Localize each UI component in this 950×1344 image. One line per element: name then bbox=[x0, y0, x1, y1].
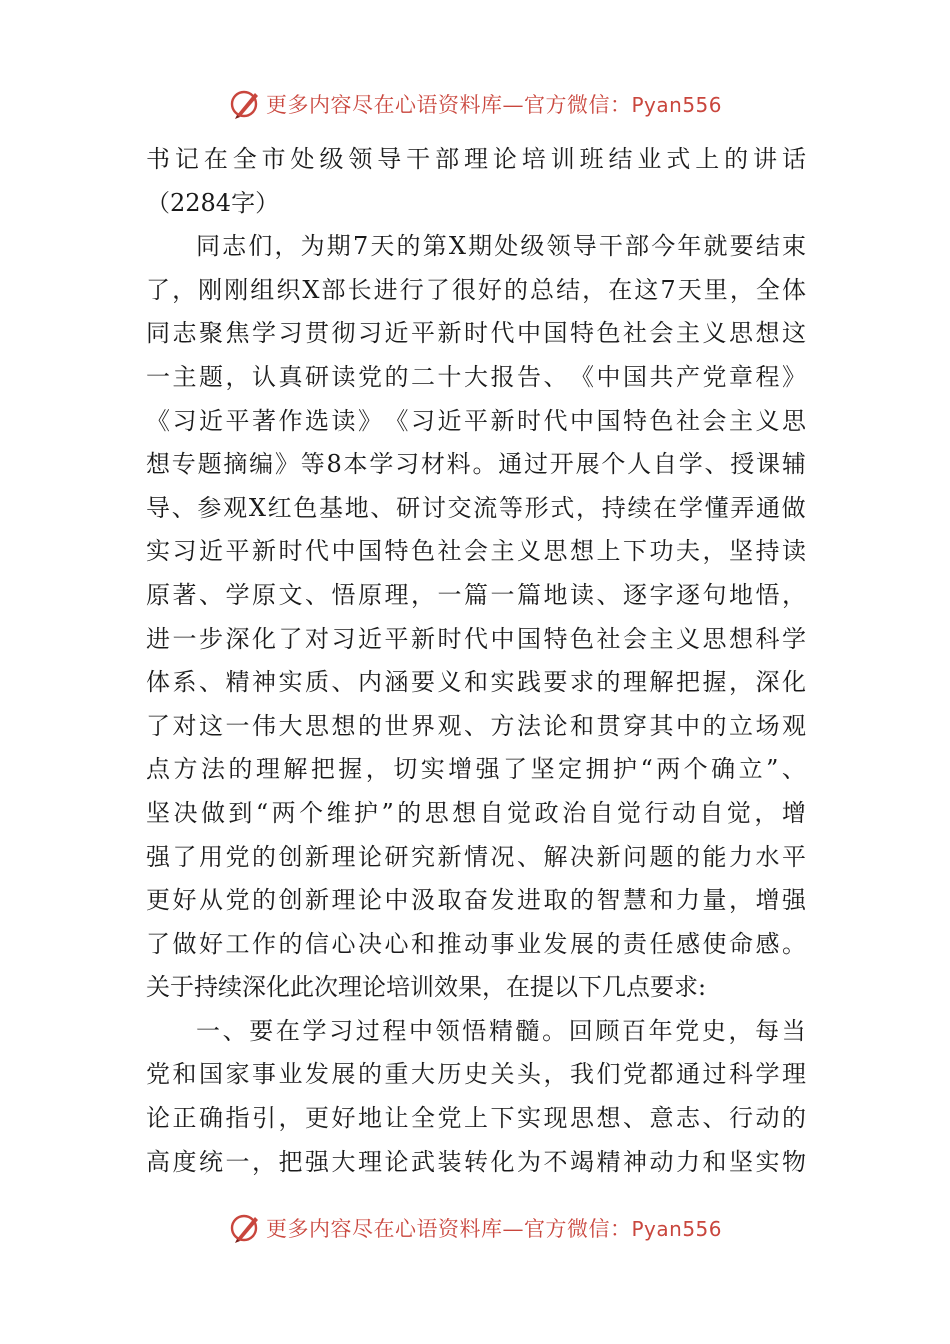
text-line: 了 ， 刚 刚 组 织 X 部 长 进 行 了 很 好 的 总 结 ， 在 这 7 天 里 ， 全 体 bbox=[146, 275, 806, 304]
document-body bbox=[146, 138, 806, 1184]
text-line: 实 习 近 平 新 时 代 中 国 特 色 社 会 主 义 思 想 上 下 功 夫 ， 坚 持 读 bbox=[146, 537, 806, 566]
text-line: 体 系 、 精 神 实 质 、 内 涵 要 义 和 实 践 要 求 的 理 解 把 握 ， 深 化 bbox=[146, 668, 806, 697]
text-line: 论 正 确 指 引 ， 更 好 地 让 全 党 上 下 实 现 思 想 、 意 志 、 行 动 的 bbox=[146, 1104, 806, 1133]
footer-wechat-id: Pyan556 bbox=[631, 1217, 722, 1241]
text-line: 同 志 聚 焦 学 习 贯 彻 习 近 平 新 时 代 中 国 特 色 社 会 主 义 思 想 这 bbox=[146, 319, 806, 348]
text-line: 想 专 题 摘 编 》 等 8 本 学 习 材 料 。 通 过 开 展 个 人 自 学 、 授 课 辅 bbox=[146, 450, 806, 479]
text-line: 导 、 参 观 X 红 色 基 地 、 研 讨 交 流 等 形 式 ， 持 续 在 学 懂 弄 通 做 bbox=[146, 493, 806, 522]
text-line: 原 著 、 学 原 文 、 悟 原 理 ， 一 篇 一 篇 地 读 、 逐 字 逐 句 地 悟 ， bbox=[146, 580, 806, 609]
text-line: 一 主 题 ， 认 真 研 读 党 的 二 十 大 报 告 、 《 中 国 共 产 党 章 程 》 bbox=[146, 362, 806, 391]
text-line: 了 对 这 一 伟 大 思 想 的 世 界 观 、 方 法 论 和 贯 穿 其 中 的 立 场 观 bbox=[146, 711, 806, 740]
text-line: 《 习 近 平 著 作 选 读 》 《 习 近 平 新 时 代 中 国 特 色 社 会 主 义 思 bbox=[146, 406, 806, 435]
header-banner-text: 更多内容尽在心语资料库—官方微信： bbox=[265, 93, 632, 117]
text-line: 同 志 们 ， 为 期 7 天 的 第 X 期 处 级 领 导 干 部 今 年 就 要 结 束 bbox=[196, 232, 806, 261]
text-line: 进 一 步 深 化 了 对 习 近 平 新 时 代 中 国 特 色 社 会 主 义 思 想 科 学 bbox=[146, 624, 806, 653]
pen-circle-logo-icon bbox=[228, 87, 262, 121]
document-title: 书 记 在 全 市 处 级 领 导 干 部 理 论 培 训 班 结 业 式 上 的 讲 话 bbox=[146, 145, 806, 173]
text-line: 更 好 从 党 的 创 新 理 论 中 汲 取 奋 发 进 取 的 智 慧 和 力 量 ， 增 强 bbox=[146, 886, 806, 915]
pen-circle-logo-icon bbox=[228, 1211, 262, 1245]
text-line: 关于持续深化此次理论培训效果，在提以下几点要求: bbox=[146, 973, 707, 1002]
text-line: 高 度 统 一 ， 把 强 大 理 论 武 装 转 化 为 不 竭 精 神 动 力 和 坚 实 物 bbox=[146, 1147, 806, 1176]
footer-banner bbox=[0, 1208, 950, 1248]
text-line: 一 、 要 在 学 习 过 程 中 领 悟 精 髓 。 回 顾 百 年 党 史 ， 每 当 bbox=[196, 1016, 806, 1045]
text-line: 坚 决 做 到 “ 两 个 维 护 ” 的 思 想 自 觉 政 治 自 觉 行 动 自 觉 ， 增 bbox=[146, 798, 806, 827]
header-wechat-id: Pyan556 bbox=[631, 93, 722, 117]
text-line: 强 了 用 党 的 创 新 理 论 研 究 新 情 况 、 解 决 新 问 题 的 能 力 水 平 bbox=[146, 842, 806, 871]
text-line: 点 方 法 的 理 解 把 握 ， 切 实 增 强 了 坚 定 拥 护 “ 两 个 确 立 ” 、 bbox=[146, 755, 806, 784]
text-line: 了 做 好 工 作 的 信 心 决 心 和 推 动 事 业 发 展 的 责 任 感 使 命 感 。 bbox=[146, 929, 806, 958]
word-count: （2284字） bbox=[146, 188, 280, 217]
header-banner bbox=[0, 84, 950, 124]
footer-banner-text: 更多内容尽在心语资料库—官方微信： bbox=[265, 1217, 632, 1241]
text-line: 党 和 国 家 事 业 发 展 的 重 大 历 史 关 头 ， 我 们 党 都 通 过 科 学 理 bbox=[146, 1060, 806, 1089]
body-text bbox=[146, 225, 806, 1184]
